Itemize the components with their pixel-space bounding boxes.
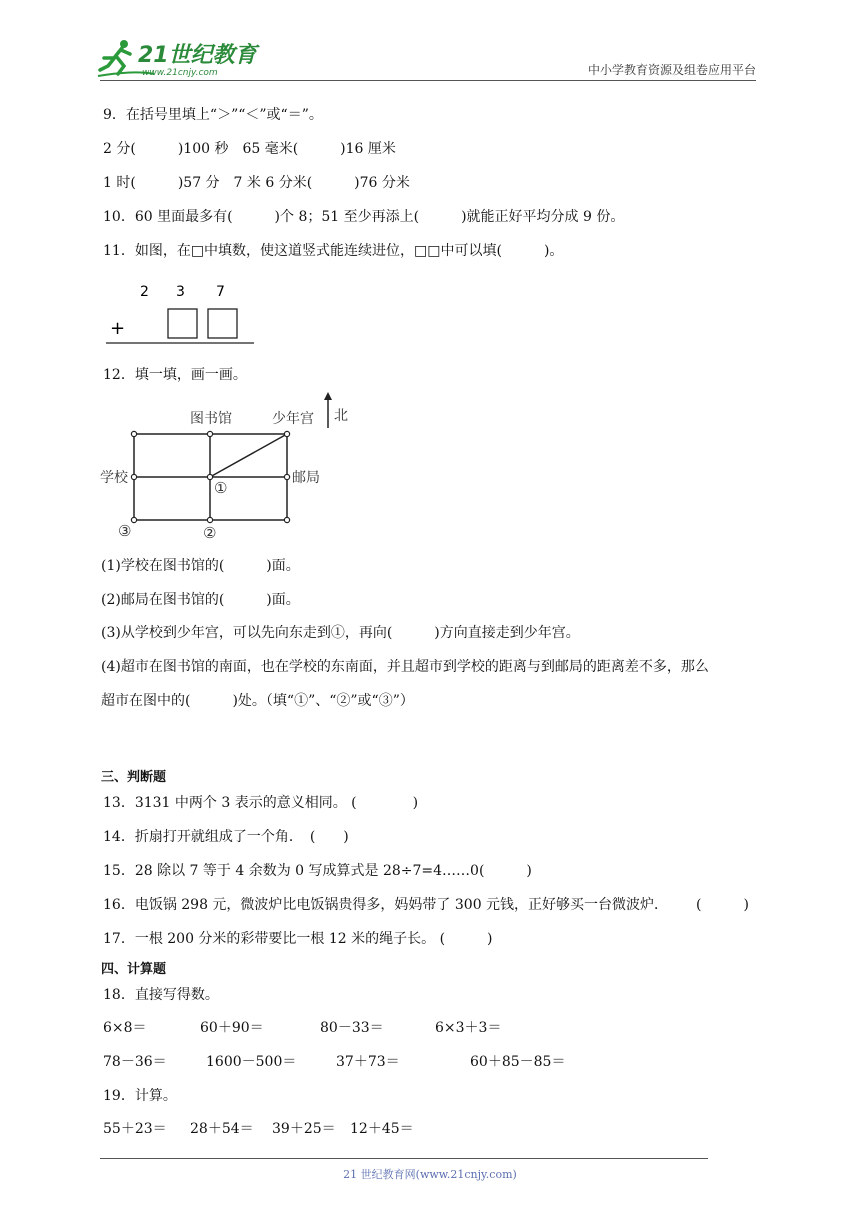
label-youth-palace: 少年宫 [272, 411, 314, 427]
q12-sub1: (1)学校在图书馆的( )面。 [101, 558, 300, 574]
label-school: 学校 [100, 470, 128, 486]
site-logo [94, 36, 264, 80]
q9-title: 9．在括号里填上“＞”“＜”或“＝”。 [103, 107, 323, 123]
q12-sub4-line1: (4)超市在图书馆的南面，也在学校的东南面，并且超市到学校的距离与到邮局的距离差不多，那么 [101, 659, 709, 675]
north-arrow-icon [324, 392, 332, 428]
blank-box-2 [208, 309, 237, 338]
plus-sign: + [110, 318, 126, 339]
q18-item: 6×3＋3＝ [435, 1020, 502, 1036]
label-point-1: ① [214, 479, 228, 497]
header-rule [100, 80, 756, 81]
header-platform-text: 中小学教育资源及组卷应用平台 [587, 63, 756, 77]
footer-rule [100, 1158, 708, 1159]
q18-item: 6×8＝ [103, 1020, 147, 1036]
q18-item: 60＋85－85＝ [470, 1054, 566, 1070]
q16-answer-paren: ( ) [696, 897, 749, 913]
label-point-3: ③ [118, 522, 132, 540]
vertical-addition-figure [100, 278, 270, 352]
footer-text: 21 世纪教育网(www.21cnjy.com) [343, 1168, 517, 1181]
q19-item: 55＋23＝ [103, 1121, 167, 1137]
direction-map [96, 390, 366, 550]
q9-row2: 1 时( )57 分 7 米 6 分米( )76 分米 [103, 175, 410, 191]
logo-url: www.21cnjy.com [142, 68, 218, 78]
q11-text: 11．如图，在□中填数，使这道竖式能连续进位，□□中可以填( )。 [103, 243, 564, 259]
q16-text: 16．电饭锅 298 元，微波炉比电饭锅贵得多，妈妈带了 300 元钱，正好够买一台微波炉． [103, 897, 669, 913]
q12-title: 12．填一填，画一画。 [103, 367, 247, 383]
q18-title: 18．直接写得数。 [103, 987, 219, 1003]
logo-text: 21世纪教育 [138, 43, 257, 68]
q19-title: 19．计算。 [103, 1088, 177, 1104]
q18-item: 78－36＝ [103, 1054, 167, 1070]
digit-2: 2 [140, 284, 149, 300]
q19-item: 39＋25＝ [272, 1121, 336, 1137]
q19-item: 12＋45＝ [350, 1121, 414, 1137]
q10-text: 10．60 里面最多有( )个 8；51 至少再添上( )就能正好平均分成 9 份。 [103, 209, 625, 225]
q19-item: 28＋54＝ [190, 1121, 254, 1137]
section-4-heading: 四、计算题 [101, 962, 167, 977]
q18-item: 60＋90＝ [200, 1020, 264, 1036]
label-point-2: ② [203, 524, 217, 542]
label-post-office: 邮局 [292, 470, 320, 486]
q17-text: 17．一根 200 分米的彩带要比一根 12 米的绳子长。 ( ) [103, 931, 493, 947]
label-library: 图书馆 [190, 411, 232, 427]
q12-sub4-line2: 超市在图中的( )处。（填“①”、“②”或“③”） [101, 693, 414, 709]
digit-3: 3 [176, 284, 185, 300]
q13-text: 13．3131 中两个 3 表示的意义相同。 ( ) [103, 795, 419, 811]
q18-item: 1600－500＝ [206, 1054, 297, 1070]
section-3-heading: 三、判断题 [101, 770, 167, 785]
q18-item: 37＋73＝ [336, 1054, 400, 1070]
q9-row1: 2 分( )100 秒 65 毫米( )16 厘米 [103, 141, 396, 157]
digit-7: 7 [216, 284, 225, 300]
q12-sub2: (2)邮局在图书馆的( )面。 [101, 592, 300, 608]
label-north: 北 [334, 408, 348, 424]
q15-text: 15．28 除以 7 等于 4 余数为 0 写成算式是 28÷7=4……0( ) [103, 863, 532, 879]
q18-item: 80－33＝ [320, 1020, 384, 1036]
q12-sub3: (3)从学校到少年宫，可以先向东走到①，再向( )方向直接走到少年宫。 [101, 625, 580, 641]
q14-text: 14．折扇打开就组成了一个角． ( ) [103, 829, 349, 845]
blank-box-1 [168, 309, 197, 338]
